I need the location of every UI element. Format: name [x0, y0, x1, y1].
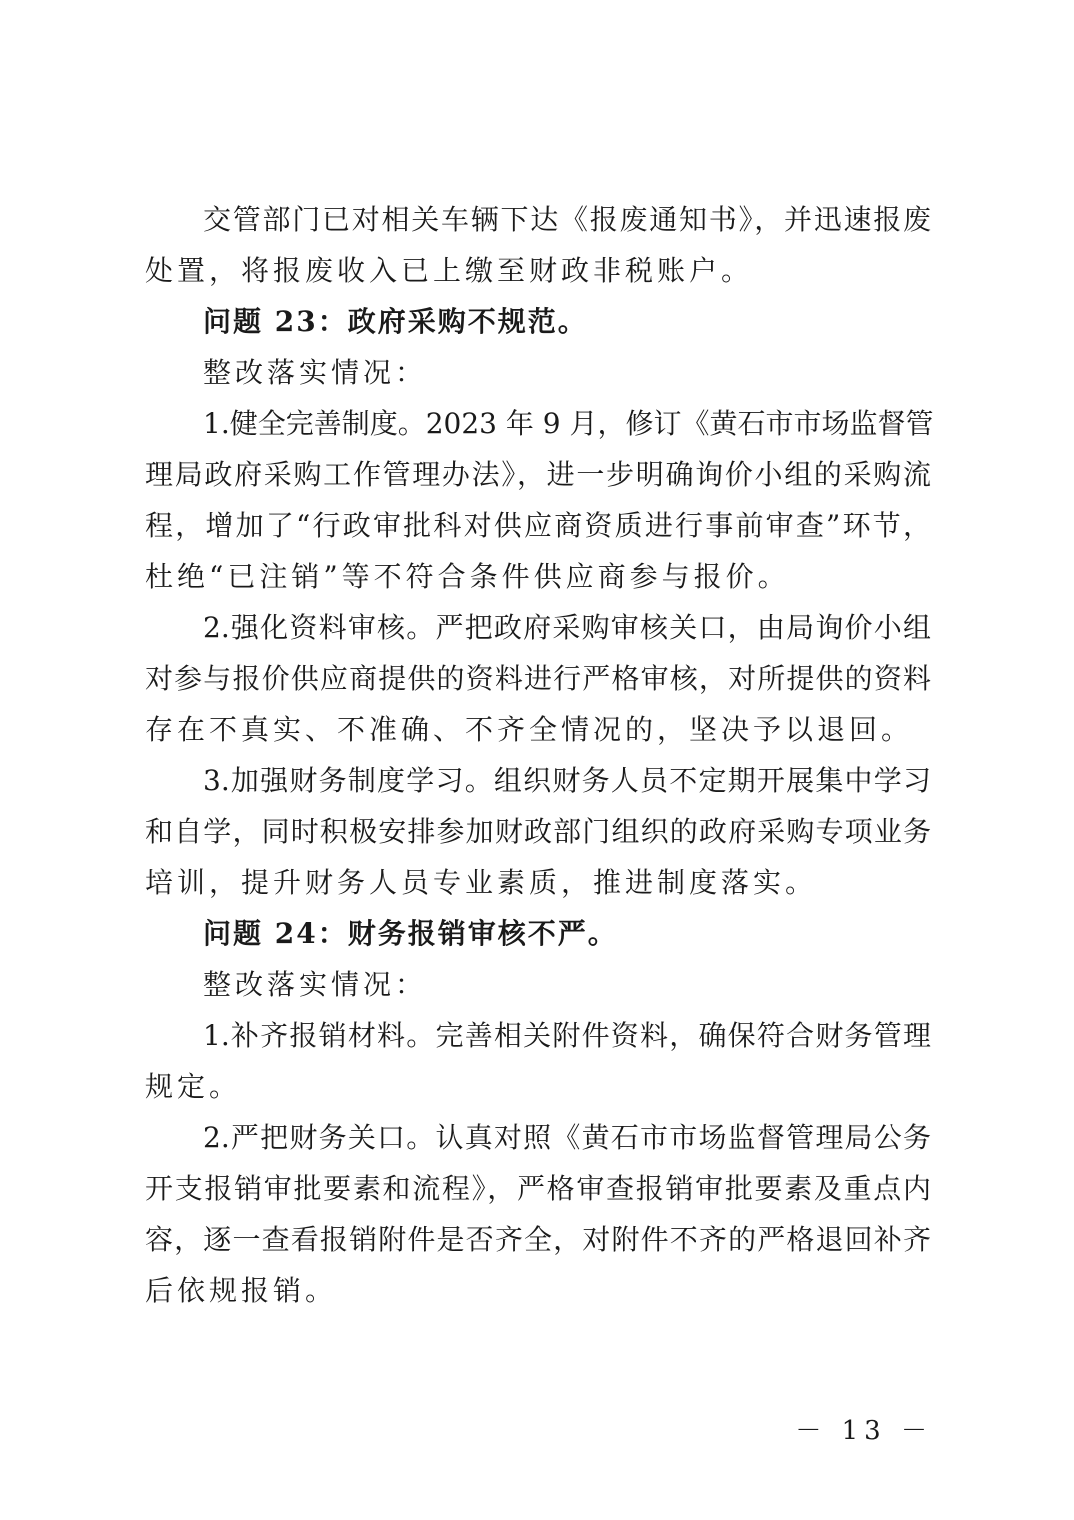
- text-line: 后依规报销。: [145, 1274, 338, 1307]
- text-line: 交管部门已对相关车辆下达《报废通知书》，并迅速报废: [203, 203, 931, 236]
- text-line: 处置，将报废收入已上缴至财政非税账户。: [145, 254, 754, 287]
- text-line: 程，增加了“行政审批科对供应商资质进行事前审查”环节，: [145, 509, 931, 542]
- text-line: 2.严把财务关口。认真对照《黄石市市场监督管理局公务: [203, 1121, 931, 1154]
- text-line: 整改落实情况：: [203, 968, 428, 1001]
- page-number: － 13 －: [795, 1416, 933, 1446]
- text-line: 和自学，同时积极安排参加财政部门组织的政府采购专项业务: [145, 815, 931, 848]
- text-line: 规定。: [145, 1070, 242, 1103]
- text-line: 开支报销审批要素和流程》，严格审查报销审批要素及重点内: [145, 1172, 931, 1205]
- text-line: 对参与报价供应商提供的资料进行严格审核，对所提供的资料: [145, 662, 931, 695]
- document-body: [145, 194, 934, 1316]
- text-line: 容，逐一查看报销附件是否齐全，对附件不齐的严格退回补齐: [145, 1223, 931, 1256]
- text-line: 杜绝“已注销”等不符合条件供应商参与报价。: [145, 560, 790, 593]
- text-line: 存在不真实、不准确、不齐全情况的，坚决予以退回。: [145, 713, 914, 746]
- text-line: 理局政府采购工作管理办法》，进一步明确询价小组的采购流: [145, 458, 931, 491]
- text-line: 培训，提升财务人员专业素质，推进制度落实。: [145, 866, 818, 899]
- section-heading: 问题 23：政府采购不规范。: [203, 305, 588, 338]
- text-line: 1.健全完善制度。2023 年 9 月，修订《黄石市市场监督管: [203, 407, 934, 440]
- section-heading: 问题 24：财务报销审核不严。: [203, 917, 618, 950]
- text-line: 3.加强财务制度学习。组织财务人员不定期开展集中学习: [203, 764, 931, 797]
- text-line: 2.强化资料审核。严把政府采购审核关口，由局询价小组: [203, 611, 931, 644]
- text-line: 整改落实情况：: [203, 356, 428, 389]
- text-line: 1.补齐报销材料。完善相关附件资料，确保符合财务管理: [203, 1019, 931, 1052]
